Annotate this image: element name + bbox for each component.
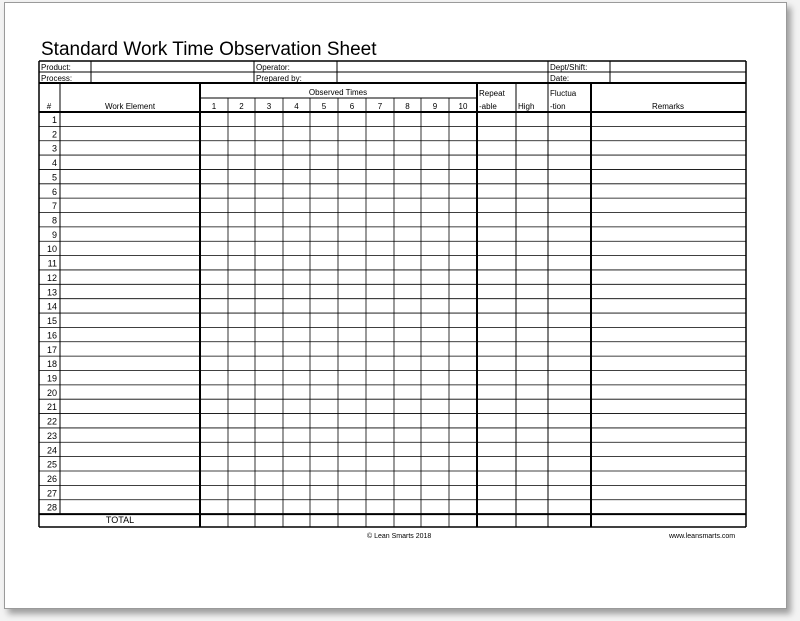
fluctuation-header: Fluctua [550,89,577,98]
observation-number-header: 10 [458,102,468,111]
row-number: 19 [46,373,57,384]
repeatable-header: -able [479,102,497,111]
observed-times-header: Observed Times [308,88,368,97]
row-number: 28 [46,502,57,513]
operator-label: Operator: [256,63,290,72]
row-number: 10 [46,244,57,255]
row-number: 2 [51,129,57,140]
row-number: 20 [46,387,57,398]
product-label: Product: [41,63,71,72]
observation-number-header: 2 [239,102,244,111]
work-element-column-header: Work Element [104,102,156,111]
row-number: 24 [46,445,57,456]
fluctuation-header: -tion [550,102,566,111]
footer-copyright: © Lean Smarts 2018 [367,533,432,540]
row-number: 6 [51,186,57,197]
row-number: 14 [46,301,57,312]
row-number: 17 [46,344,57,355]
footer-website: www.leansmarts.com [669,533,736,540]
observation-number-header: 8 [405,102,410,111]
row-number: 22 [46,416,57,427]
observation-number-header: 9 [432,102,438,111]
row-number: 23 [46,430,57,441]
row-number: 26 [46,474,57,484]
row-number: 1 [51,115,57,125]
dept-shift-label: Dept/Shift: [550,63,588,72]
date-label: Date: [550,74,570,83]
row-number: 18 [46,359,57,370]
process-label: Process: [41,74,73,83]
row-number: 21 [46,402,57,413]
high-header: High [518,102,535,111]
observation-number-header: 6 [349,102,355,111]
observation-number-header: 1 [211,102,217,111]
row-number: 16 [46,330,57,341]
page-title: Standard Work Time Observation Sheet [41,39,377,60]
row-number: 3 [51,143,57,154]
row-number: 13 [46,287,57,298]
row-number: 11 [47,258,57,269]
repeatable-header: Repeat [479,89,505,98]
row-number: 27 [46,488,57,499]
row-number: 5 [51,172,57,183]
row-number: 8 [51,215,57,226]
row-number: 12 [46,272,57,283]
total-label: TOTAL [105,515,135,525]
row-number: 25 [46,459,57,470]
prepared-by-label: Prepared by: [256,74,302,83]
row-number: 9 [51,229,57,240]
observation-number-header: 5 [321,102,327,111]
remarks-header: Remarks [651,102,685,111]
observation-number-header: 3 [266,102,272,111]
observation-number-header: 7 [377,102,383,111]
row-number: 4 [51,158,57,169]
observation-number-header: 4 [294,102,299,111]
number-column-header: # [46,102,52,111]
row-number: 15 [46,316,57,327]
row-number: 7 [51,201,57,212]
